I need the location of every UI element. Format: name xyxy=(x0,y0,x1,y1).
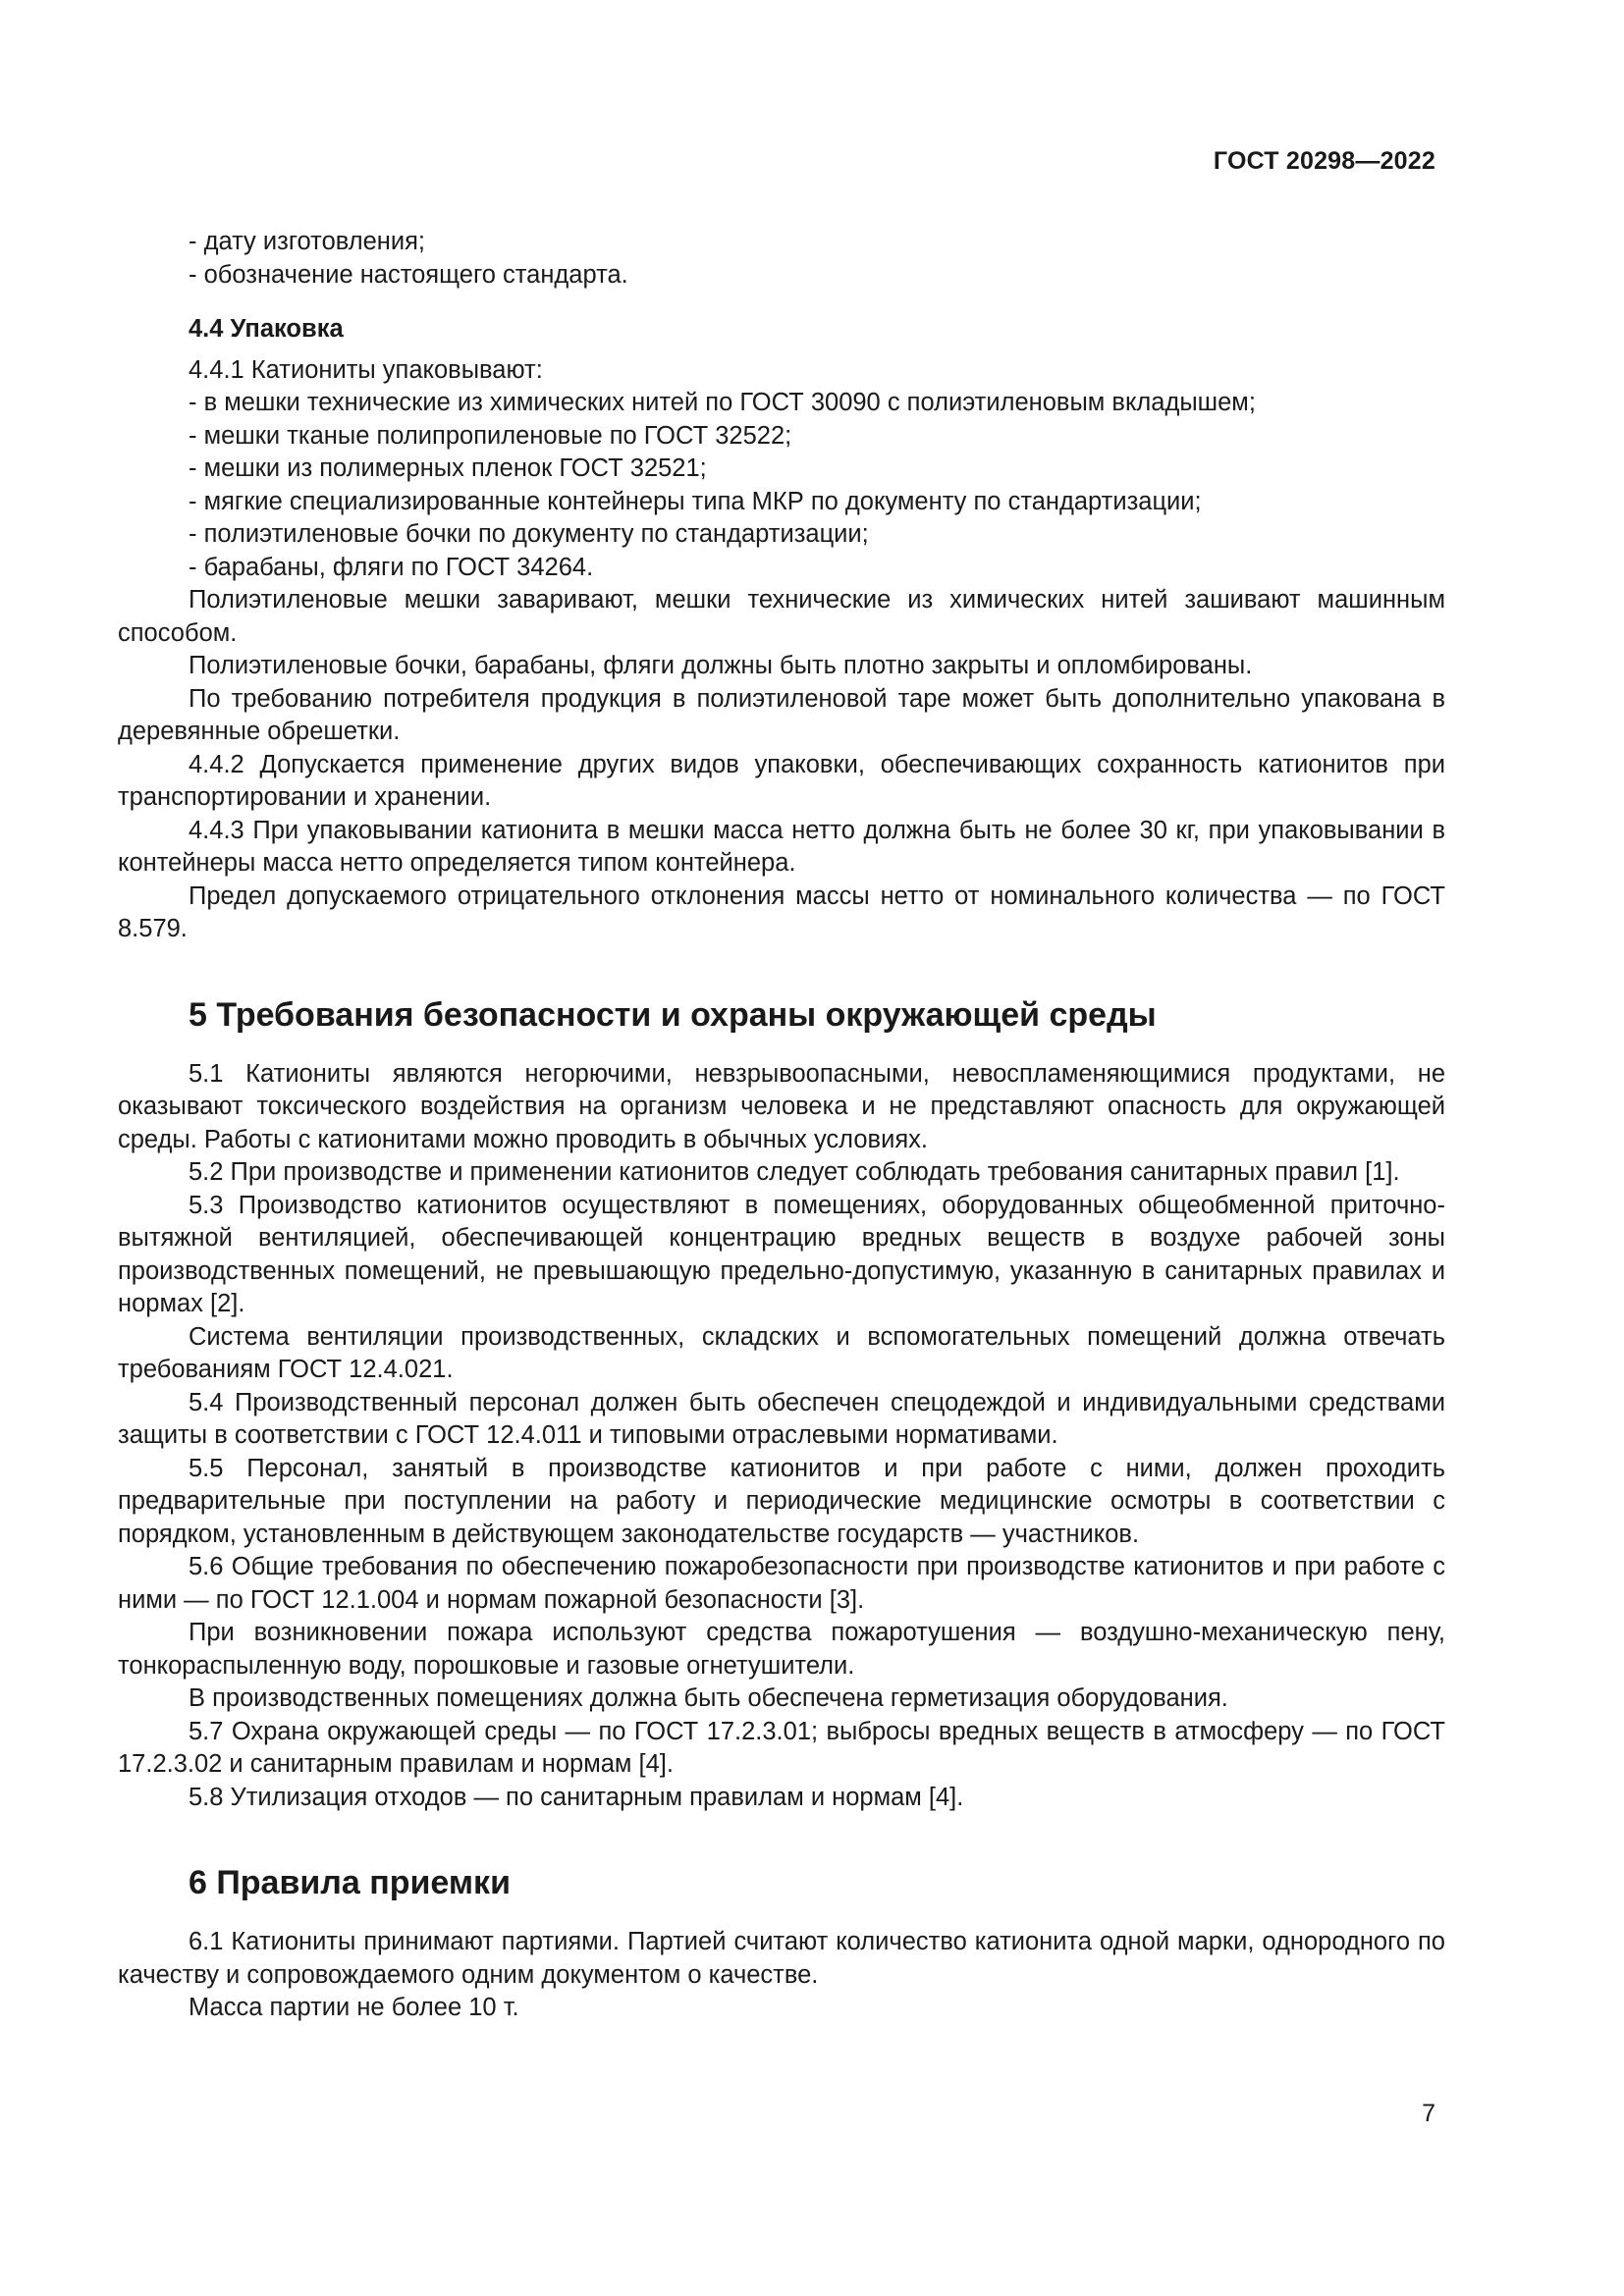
list-item: - барабаны, фляги по ГОСТ 34264. xyxy=(189,553,594,581)
paragraph: 5.7 Охрана окружающей среды — по ГОСТ 17.2.3.01; выбросы вредных веществ в атмосферу — по ГОСТ 17.2.3.02 и санитарным правилам и нормам [4]. xyxy=(118,1717,1445,1778)
list-item: - в мешки технические из химических нитей по ГОСТ 30090 с полиэтиленовым вкладышем; xyxy=(189,389,1256,416)
paragraph: 4.4.1 Катиониты упаковывают: xyxy=(189,355,543,384)
paragraph: 4.4.3 При упаковывании катионита в мешки масса нетто должна быть не более 30 кг, при упаковывании в контейнеры масса нетто определяется типом контейнера. xyxy=(118,816,1445,877)
list-item: - полиэтиленовые бочки по документу по стандартизации; xyxy=(189,520,869,548)
paragraph: Полиэтиленовые мешки заваривают, мешки технические из химических нитей зашивают машинным способом. xyxy=(118,586,1445,647)
section-title: 6 Правила приемки xyxy=(189,1864,511,1901)
paragraph: 5.1 Катиониты являются негорючими, невзрывоопасными, невоспламеняющимися продуктами, не оказывают токсического воздействия на организм человека и не представляют опасность для окружающей среды. Работы с катионитами можно проводить в обычных условиях. xyxy=(118,1059,1445,1153)
paragraph: 5.8 Утилизация отходов — по санитарным правилам и нормам [4]. xyxy=(189,1783,964,1811)
list-item: - дату изготовления; xyxy=(189,228,425,255)
paragraph: В производственных помещениях должна быть обеспечена герметизация оборудования. xyxy=(189,1684,1228,1712)
paragraph: 5.5 Персонал, занятый в производстве катионитов и при работе с ними, должен проходить предварительные при поступлении на работу и периодические медицинские осмотры в соответствии с порядком, установленным в действующем законодательстве государств — участников. xyxy=(118,1454,1445,1548)
page-number: 7 xyxy=(1422,2100,1435,2127)
paragraph: 5.2 При производстве и применении катионитов следует соблюдать требования санитарных правил [1]. xyxy=(189,1158,1400,1186)
paragraph: Полиэтиленовые бочки, барабаны, фляги должны быть плотно закрыты и опломбированы. xyxy=(189,652,1253,679)
paragraph: 4.4.2 Допускается применение других видов упаковки, обеспечивающих сохранность катионитов при транспортировании и хранении. xyxy=(118,750,1445,811)
paragraph: Система вентиляции производственных, складских и вспомогательных помещений должна отвечать требованиям ГОСТ 12.4.021. xyxy=(118,1322,1445,1383)
document-body xyxy=(118,226,1445,2025)
list-item: - обозначение настоящего стандарта. xyxy=(189,260,628,289)
list-item: - мешки тканые полипропиленовые по ГОСТ 32522; xyxy=(189,421,792,450)
subsection-title: 4.4 Упаковка xyxy=(189,315,344,343)
list-item: - мешки из полимерных пленок ГОСТ 32521; xyxy=(189,454,707,482)
standard-code: ГОСТ 20298—2022 xyxy=(1213,147,1435,175)
paragraph: Предел допускаемого отрицательного отклонения массы нетто от номинального количества — по ГОСТ 8.579. xyxy=(118,881,1445,942)
section-title: 5 Требования безопасности и охраны окружающей среды xyxy=(189,995,1157,1034)
list-item: - мягкие специализированные контейнеры типа МКР по документу по стандартизации; xyxy=(189,487,1202,515)
paragraph: 5.3 Производство катионитов осуществляют в помещениях, оборудованных общеобменной приточно-вытяжной вентиляцией, обеспечивающей концентрацию вредных веществ в воздухе рабочей зоны производственных помещений, не превышающую предельно-допустимую, указанную в санитарных правилах и нормах [2]. xyxy=(118,1191,1445,1317)
paragraph: При возникновении пожара используют средства пожаротушения — воздушно-механическую пену, тонкораспыленную воду, порошковые и газовые огнетушители. xyxy=(118,1619,1445,1680)
paragraph: 5.6 Общие требования по обеспечению пожаробезопасности при производстве катионитов и при работе с ними — по ГОСТ 12.1.004 и нормам пожарной безопасности [3]. xyxy=(118,1553,1445,1614)
paragraph: Масса партии не более 10 т. xyxy=(189,1994,519,2021)
paragraph: По требованию потребителя продукция в полиэтиленовой таре может быть дополнительно упакована в деревянные обрешетки. xyxy=(118,684,1445,745)
paragraph: 6.1 Катиониты принимают партиями. Партией считают количество катионита одной марки, однородного по качеству и сопровождаемого одним документом о качестве. xyxy=(118,1928,1445,1989)
paragraph: 5.4 Производственный персонал должен быть обеспечен спецодеждой и индивидуальными средствами защиты в соответствии с ГОСТ 12.4.011 и типовыми отраслевыми нормативами. xyxy=(118,1388,1445,1449)
